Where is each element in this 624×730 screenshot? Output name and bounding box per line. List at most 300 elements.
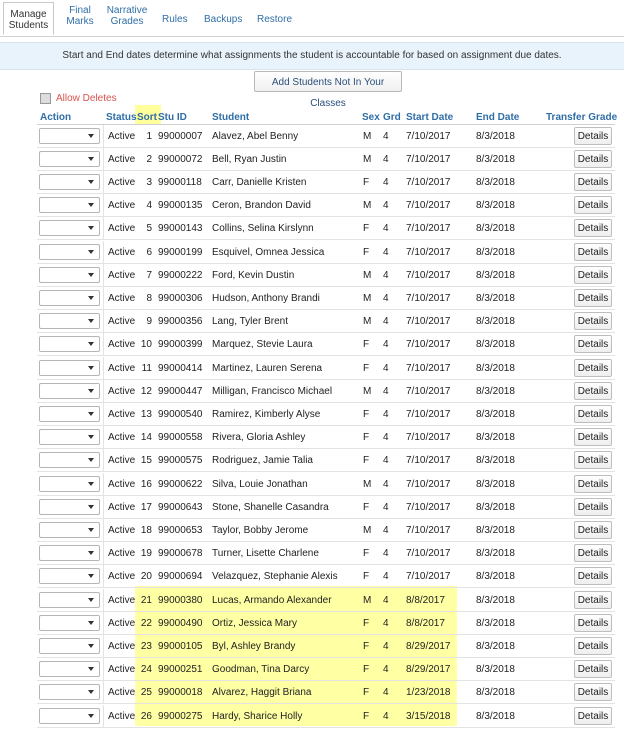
student-id-cell: 99000399 xyxy=(158,339,203,351)
student-name-cell: Ortiz, Jessica Mary xyxy=(212,617,298,629)
details-button[interactable]: Details xyxy=(574,637,612,655)
grade-cell: 4 xyxy=(383,408,389,420)
status-cell: Active xyxy=(108,176,136,188)
column-divider xyxy=(103,310,104,333)
sort-cell: 10 xyxy=(140,339,152,351)
status-cell: Active xyxy=(108,316,136,328)
student-id-cell: 99000007 xyxy=(158,130,203,142)
sort-cell: 8 xyxy=(146,292,152,304)
chevron-down-icon xyxy=(88,226,94,230)
tab-manage-students[interactable]: Manage Students xyxy=(3,2,54,35)
chevron-down-icon xyxy=(88,528,94,532)
action-select[interactable] xyxy=(39,592,100,608)
chevron-down-icon xyxy=(88,203,94,207)
details-button[interactable]: Details xyxy=(574,707,612,725)
details-button[interactable]: Details xyxy=(574,660,612,678)
sex-cell: F xyxy=(363,710,370,722)
sex-cell: F xyxy=(363,246,370,258)
action-select[interactable] xyxy=(39,568,100,584)
student-name-cell: Lang, Tyler Brent xyxy=(212,316,288,328)
allow-deletes-label: Allow Deletes xyxy=(56,93,117,104)
grade-cell: 4 xyxy=(383,524,389,536)
table-row xyxy=(0,681,624,704)
start-date-cell: 8/8/2017 xyxy=(406,617,445,629)
chevron-down-icon xyxy=(88,505,94,509)
details-button[interactable]: Details xyxy=(574,544,612,562)
chevron-down-icon xyxy=(88,667,94,671)
student-name-cell: Marquez, Stevie Laura xyxy=(212,339,313,351)
end-date-cell: 8/3/2018 xyxy=(476,362,515,374)
action-select[interactable] xyxy=(39,313,100,329)
start-date-cell: 7/10/2017 xyxy=(406,408,451,420)
sort-cell: 21 xyxy=(140,594,152,606)
action-select[interactable] xyxy=(39,661,100,677)
header-transfer-grade[interactable]: Transfer Grade xyxy=(546,112,618,123)
end-date-cell: 8/3/2018 xyxy=(476,478,515,490)
student-name-cell: Martinez, Lauren Serena xyxy=(212,362,323,374)
column-divider xyxy=(103,403,104,426)
sex-cell: F xyxy=(363,640,370,652)
grade-cell: 4 xyxy=(383,710,389,722)
end-date-cell: 8/3/2018 xyxy=(476,292,515,304)
action-select[interactable] xyxy=(39,383,100,399)
status-cell: Active xyxy=(108,269,136,281)
sort-cell: 16 xyxy=(140,478,152,490)
action-select[interactable] xyxy=(39,128,100,144)
action-select[interactable] xyxy=(39,452,100,468)
sort-cell: 9 xyxy=(146,316,152,328)
start-date-cell: 7/10/2017 xyxy=(406,524,451,536)
student-name-cell: Hardy, Sharice Holly xyxy=(212,710,303,722)
status-cell: Active xyxy=(108,617,136,629)
student-name-cell: Byl, Ashley Brandy xyxy=(212,640,296,652)
student-name-cell: Taylor, Bobby Jerome xyxy=(212,524,309,536)
end-date-cell: 8/3/2018 xyxy=(476,408,515,420)
student-id-cell: 99000678 xyxy=(158,548,203,560)
grade-cell: 4 xyxy=(383,339,389,351)
start-date-cell: 7/10/2017 xyxy=(406,130,451,142)
chevron-down-icon xyxy=(88,180,94,184)
action-select[interactable] xyxy=(39,360,100,376)
add-students-button[interactable]: Add Students Not In Your Classes xyxy=(254,71,402,92)
details-button[interactable]: Details xyxy=(574,127,612,145)
details-button[interactable]: Details xyxy=(574,196,612,214)
student-name-cell: Ceron, Brandon David xyxy=(212,200,311,212)
grade-cell: 4 xyxy=(383,455,389,467)
details-button[interactable]: Details xyxy=(574,335,612,353)
sex-cell: M xyxy=(363,478,372,490)
student-id-cell: 99000251 xyxy=(158,664,203,676)
action-select[interactable] xyxy=(39,476,100,492)
action-select[interactable] xyxy=(39,197,100,213)
chevron-down-icon xyxy=(88,342,94,346)
action-select[interactable] xyxy=(39,499,100,515)
student-id-cell: 99000414 xyxy=(158,362,203,374)
column-divider xyxy=(103,681,104,704)
status-cell: Active xyxy=(108,710,136,722)
start-date-cell: 7/10/2017 xyxy=(406,246,451,258)
sex-cell: F xyxy=(363,617,370,629)
student-id-cell: 99000135 xyxy=(158,200,203,212)
end-date-cell: 8/3/2018 xyxy=(476,246,515,258)
start-date-cell: 7/10/2017 xyxy=(406,385,451,397)
start-date-cell: 7/10/2017 xyxy=(406,362,451,374)
table-row xyxy=(0,496,624,519)
end-date-cell: 8/3/2018 xyxy=(476,200,515,212)
student-id-cell: 99000653 xyxy=(158,524,203,536)
student-name-cell: Esquivel, Omnea Jessica xyxy=(212,246,325,258)
student-name-cell: Collins, Selina Kirslynn xyxy=(212,223,314,235)
sex-cell: M xyxy=(363,200,372,212)
column-divider xyxy=(103,148,104,171)
student-id-cell: 99000306 xyxy=(158,292,203,304)
sort-cell: 7 xyxy=(146,269,152,281)
column-divider xyxy=(103,496,104,519)
tab-restore[interactable]: Restore xyxy=(257,14,293,25)
end-date-cell: 8/3/2018 xyxy=(476,269,515,281)
status-cell: Active xyxy=(108,223,136,235)
tab-narrative-grades[interactable]: Narrative Grades xyxy=(106,5,148,27)
action-select[interactable] xyxy=(39,290,100,306)
student-name-cell: Ramirez, Kimberly Alyse xyxy=(212,408,321,420)
sex-cell: M xyxy=(363,269,372,281)
column-divider xyxy=(103,565,104,588)
chevron-down-icon xyxy=(88,574,94,578)
sex-cell: F xyxy=(363,408,370,420)
details-button[interactable]: Details xyxy=(574,243,612,261)
status-cell: Active xyxy=(108,153,136,165)
action-select[interactable] xyxy=(39,522,100,538)
sex-cell: M xyxy=(363,292,372,304)
grade-cell: 4 xyxy=(383,316,389,328)
details-button[interactable]: Details xyxy=(574,428,612,446)
grade-cell: 4 xyxy=(383,153,389,165)
end-date-cell: 8/3/2018 xyxy=(476,594,515,606)
end-date-cell: 8/3/2018 xyxy=(476,501,515,513)
header-status[interactable]: Status xyxy=(106,112,137,123)
sex-cell: M xyxy=(363,524,372,536)
status-cell: Active xyxy=(108,687,136,699)
sex-cell: F xyxy=(363,501,370,513)
chevron-down-icon xyxy=(88,435,94,439)
table-row xyxy=(0,519,624,542)
action-select[interactable] xyxy=(39,684,100,700)
sort-cell: 4 xyxy=(146,200,152,212)
table-row xyxy=(0,333,624,356)
start-date-cell: 7/10/2017 xyxy=(406,269,451,281)
chevron-down-icon xyxy=(88,157,94,161)
sex-cell: F xyxy=(363,362,370,374)
end-date-cell: 8/3/2018 xyxy=(476,223,515,235)
student-id-cell: 99000558 xyxy=(158,432,203,444)
student-id-cell: 99000118 xyxy=(158,176,202,188)
grade-cell: 4 xyxy=(383,687,389,699)
grade-cell: 4 xyxy=(383,501,389,513)
action-select[interactable] xyxy=(39,336,100,352)
end-date-cell: 8/3/2018 xyxy=(476,130,515,142)
chevron-down-icon xyxy=(88,250,94,254)
column-divider xyxy=(103,473,104,496)
action-select[interactable] xyxy=(39,220,100,236)
student-name-cell: Hudson, Anthony Brandi xyxy=(212,292,320,304)
grade-cell: 4 xyxy=(383,246,389,258)
header-sort[interactable]: Sort xyxy=(137,112,157,123)
column-divider xyxy=(103,357,104,380)
sort-cell: 25 xyxy=(140,687,152,699)
status-cell: Active xyxy=(108,571,136,583)
details-button[interactable]: Details xyxy=(574,567,612,585)
action-select[interactable] xyxy=(39,708,100,724)
column-divider xyxy=(103,635,104,658)
tab-backups[interactable]: Backups xyxy=(204,14,243,25)
grade-cell: 4 xyxy=(383,548,389,560)
tab-final-marks[interactable]: Final Marks xyxy=(66,5,94,27)
chevron-down-icon xyxy=(88,714,94,718)
table-row xyxy=(0,217,624,240)
table-row xyxy=(0,194,624,217)
details-button[interactable]: Details xyxy=(574,289,612,307)
column-divider xyxy=(103,287,104,310)
action-select[interactable] xyxy=(39,151,100,167)
student-name-cell: Carr, Danielle Kristen xyxy=(212,176,307,188)
details-button[interactable]: Details xyxy=(574,266,612,284)
end-date-cell: 8/3/2018 xyxy=(476,617,515,629)
action-select[interactable] xyxy=(39,244,100,260)
end-date-cell: 8/3/2018 xyxy=(476,640,515,652)
start-date-cell: 7/10/2017 xyxy=(406,455,451,467)
details-button[interactable]: Details xyxy=(574,475,612,493)
details-button[interactable]: Details xyxy=(574,614,612,632)
grade-cell: 4 xyxy=(383,432,389,444)
details-button[interactable]: Details xyxy=(574,405,612,423)
status-cell: Active xyxy=(108,478,136,490)
chevron-down-icon xyxy=(88,621,94,625)
status-cell: Active xyxy=(108,292,136,304)
grade-cell: 4 xyxy=(383,664,389,676)
details-button[interactable]: Details xyxy=(574,451,612,469)
action-select[interactable] xyxy=(39,174,100,190)
details-button[interactable]: Details xyxy=(574,521,612,539)
table-row xyxy=(0,125,624,148)
column-divider xyxy=(103,333,104,356)
chevron-down-icon xyxy=(88,598,94,602)
chevron-down-icon xyxy=(88,273,94,277)
student-name-cell: Rodriguez, Jamie Talia xyxy=(212,455,313,467)
start-date-cell: 8/29/2017 xyxy=(406,664,451,676)
student-id-cell: 99000643 xyxy=(158,501,203,513)
student-name-cell: Bell, Ryan Justin xyxy=(212,153,287,165)
grade-cell: 4 xyxy=(383,176,389,188)
end-date-cell: 8/3/2018 xyxy=(476,339,515,351)
column-divider xyxy=(103,264,104,287)
action-select[interactable] xyxy=(39,406,100,422)
table-row xyxy=(0,403,624,426)
column-divider xyxy=(103,241,104,264)
tab-rules[interactable]: Rules xyxy=(162,14,188,25)
sex-cell: M xyxy=(363,385,372,397)
action-select[interactable] xyxy=(39,638,100,654)
status-cell: Active xyxy=(108,524,136,536)
details-button[interactable]: Details xyxy=(574,173,612,191)
sex-cell: F xyxy=(363,548,370,560)
start-date-cell: 7/10/2017 xyxy=(406,316,451,328)
end-date-cell: 8/3/2018 xyxy=(476,548,515,560)
chevron-down-icon xyxy=(88,389,94,393)
chevron-down-icon xyxy=(88,458,94,462)
start-date-cell: 7/10/2017 xyxy=(406,153,451,165)
student-id-cell: 99000356 xyxy=(158,316,203,328)
sort-cell: 3 xyxy=(146,176,152,188)
details-button[interactable]: Details xyxy=(574,382,612,400)
start-date-cell: 7/10/2017 xyxy=(406,223,451,235)
student-name-cell: Velazquez, Stephanie Alexis xyxy=(212,571,338,583)
sex-cell: F xyxy=(363,339,370,351)
status-cell: Active xyxy=(108,432,136,444)
sort-cell: 2 xyxy=(146,153,152,165)
sex-cell: F xyxy=(363,432,370,444)
grade-cell: 4 xyxy=(383,640,389,652)
sort-cell: 19 xyxy=(140,548,152,560)
column-divider xyxy=(103,589,104,612)
column-divider xyxy=(103,519,104,542)
end-date-cell: 8/3/2018 xyxy=(476,153,515,165)
start-date-cell: 7/10/2017 xyxy=(406,200,451,212)
start-date-cell: 8/8/2017 xyxy=(406,594,445,606)
start-date-cell: 3/15/2018 xyxy=(406,710,451,722)
chevron-down-icon xyxy=(88,690,94,694)
end-date-cell: 8/3/2018 xyxy=(476,571,515,583)
info-text: Start and End dates determine what assignments the student is accountable for based on assignment due dates. xyxy=(62,50,562,61)
sex-cell: F xyxy=(363,455,370,467)
header-student[interactable]: Student xyxy=(212,112,250,123)
column-divider xyxy=(103,658,104,681)
table-row xyxy=(0,426,624,449)
header-stu-id[interactable]: Stu ID xyxy=(158,112,187,123)
student-name-cell: Ford, Kevin Dustin xyxy=(212,269,295,281)
sex-cell: M xyxy=(363,594,372,606)
student-id-cell: 99000694 xyxy=(158,571,203,583)
table-row xyxy=(0,264,624,287)
chevron-down-icon xyxy=(88,319,94,323)
status-cell: Active xyxy=(108,339,136,351)
student-name-cell: Milligan, Francisco Michael xyxy=(212,385,333,397)
action-select[interactable] xyxy=(39,615,100,631)
grade-cell: 4 xyxy=(383,571,389,583)
grade-cell: 4 xyxy=(383,269,389,281)
sex-cell: M xyxy=(363,153,372,165)
student-name-cell: Stone, Shanelle Casandra xyxy=(212,501,329,513)
action-select[interactable] xyxy=(39,429,100,445)
details-button[interactable]: Details xyxy=(574,683,612,701)
status-cell: Active xyxy=(108,408,136,420)
column-divider xyxy=(103,171,104,194)
table-row xyxy=(0,542,624,565)
chevron-down-icon xyxy=(88,482,94,486)
table-row xyxy=(0,565,624,588)
student-id-cell: 99000072 xyxy=(158,153,203,165)
grade-cell: 4 xyxy=(383,617,389,629)
status-cell: Active xyxy=(108,246,136,258)
details-button[interactable]: Details xyxy=(574,312,612,330)
sex-cell: F xyxy=(363,176,370,188)
row-divider xyxy=(37,727,615,728)
table-row xyxy=(0,589,624,612)
table-row xyxy=(0,310,624,333)
sort-cell: 12 xyxy=(140,385,152,397)
sort-cell: 15 xyxy=(140,455,152,467)
grade-cell: 4 xyxy=(383,130,389,142)
status-cell: Active xyxy=(108,130,136,142)
details-button[interactable]: Details xyxy=(574,219,612,237)
sex-cell: F xyxy=(363,687,370,699)
student-name-cell: Rivera, Gloria Ashley xyxy=(212,432,306,444)
sort-cell: 11 xyxy=(141,362,152,374)
details-button[interactable]: Details xyxy=(574,150,612,168)
column-divider xyxy=(103,612,104,635)
header-sex[interactable]: Sex xyxy=(362,112,380,123)
sort-cell: 18 xyxy=(140,524,152,536)
status-cell: Active xyxy=(108,640,136,652)
start-date-cell: 8/29/2017 xyxy=(406,640,451,652)
start-date-cell: 7/10/2017 xyxy=(406,501,451,513)
action-select[interactable] xyxy=(39,267,100,283)
student-name-cell: Goodman, Tina Darcy xyxy=(212,664,310,676)
student-name-cell: Lucas, Armando Alexander xyxy=(212,594,332,606)
student-id-cell: 99000622 xyxy=(158,478,203,490)
table-row xyxy=(0,241,624,264)
header-action[interactable]: Action xyxy=(40,112,72,123)
status-cell: Active xyxy=(108,385,136,397)
sort-cell: 6 xyxy=(146,246,152,258)
chevron-down-icon xyxy=(88,412,94,416)
student-id-cell: 99000490 xyxy=(158,617,203,629)
column-divider xyxy=(103,449,104,472)
chevron-down-icon xyxy=(88,366,94,370)
details-button[interactable]: Details xyxy=(574,591,612,609)
table-row xyxy=(0,658,624,681)
start-date-cell: 7/10/2017 xyxy=(406,571,451,583)
table-row xyxy=(0,612,624,635)
chevron-down-icon xyxy=(88,296,94,300)
sort-cell: 17 xyxy=(140,501,152,513)
student-id-cell: 99000575 xyxy=(158,455,203,467)
details-button[interactable]: Details xyxy=(574,359,612,377)
table-row xyxy=(0,148,624,171)
column-divider xyxy=(103,705,104,728)
column-divider xyxy=(103,194,104,217)
header-grd[interactable]: Grd xyxy=(383,112,401,123)
end-date-cell: 8/3/2018 xyxy=(476,455,515,467)
header-end-date[interactable]: End Date xyxy=(476,112,520,123)
table-row xyxy=(0,635,624,658)
header-start-date[interactable]: Start Date xyxy=(406,112,454,123)
action-select[interactable] xyxy=(39,545,100,561)
sex-cell: M xyxy=(363,130,372,142)
student-id-cell: 99000105 xyxy=(158,640,203,652)
table-row xyxy=(0,473,624,496)
status-cell: Active xyxy=(108,548,136,560)
column-divider xyxy=(103,217,104,240)
sex-cell: F xyxy=(363,223,370,235)
student-name-cell: Silva, Louie Jonathan xyxy=(212,478,308,490)
column-divider xyxy=(103,426,104,449)
details-button[interactable]: Details xyxy=(574,498,612,516)
student-name-cell: Alavez, Abel Benny xyxy=(212,130,299,142)
grade-cell: 4 xyxy=(383,478,389,490)
student-id-cell: 99000018 xyxy=(158,687,203,699)
student-name-cell: Turner, Lisette Charlene xyxy=(212,548,319,560)
sort-cell: 22 xyxy=(140,617,152,629)
